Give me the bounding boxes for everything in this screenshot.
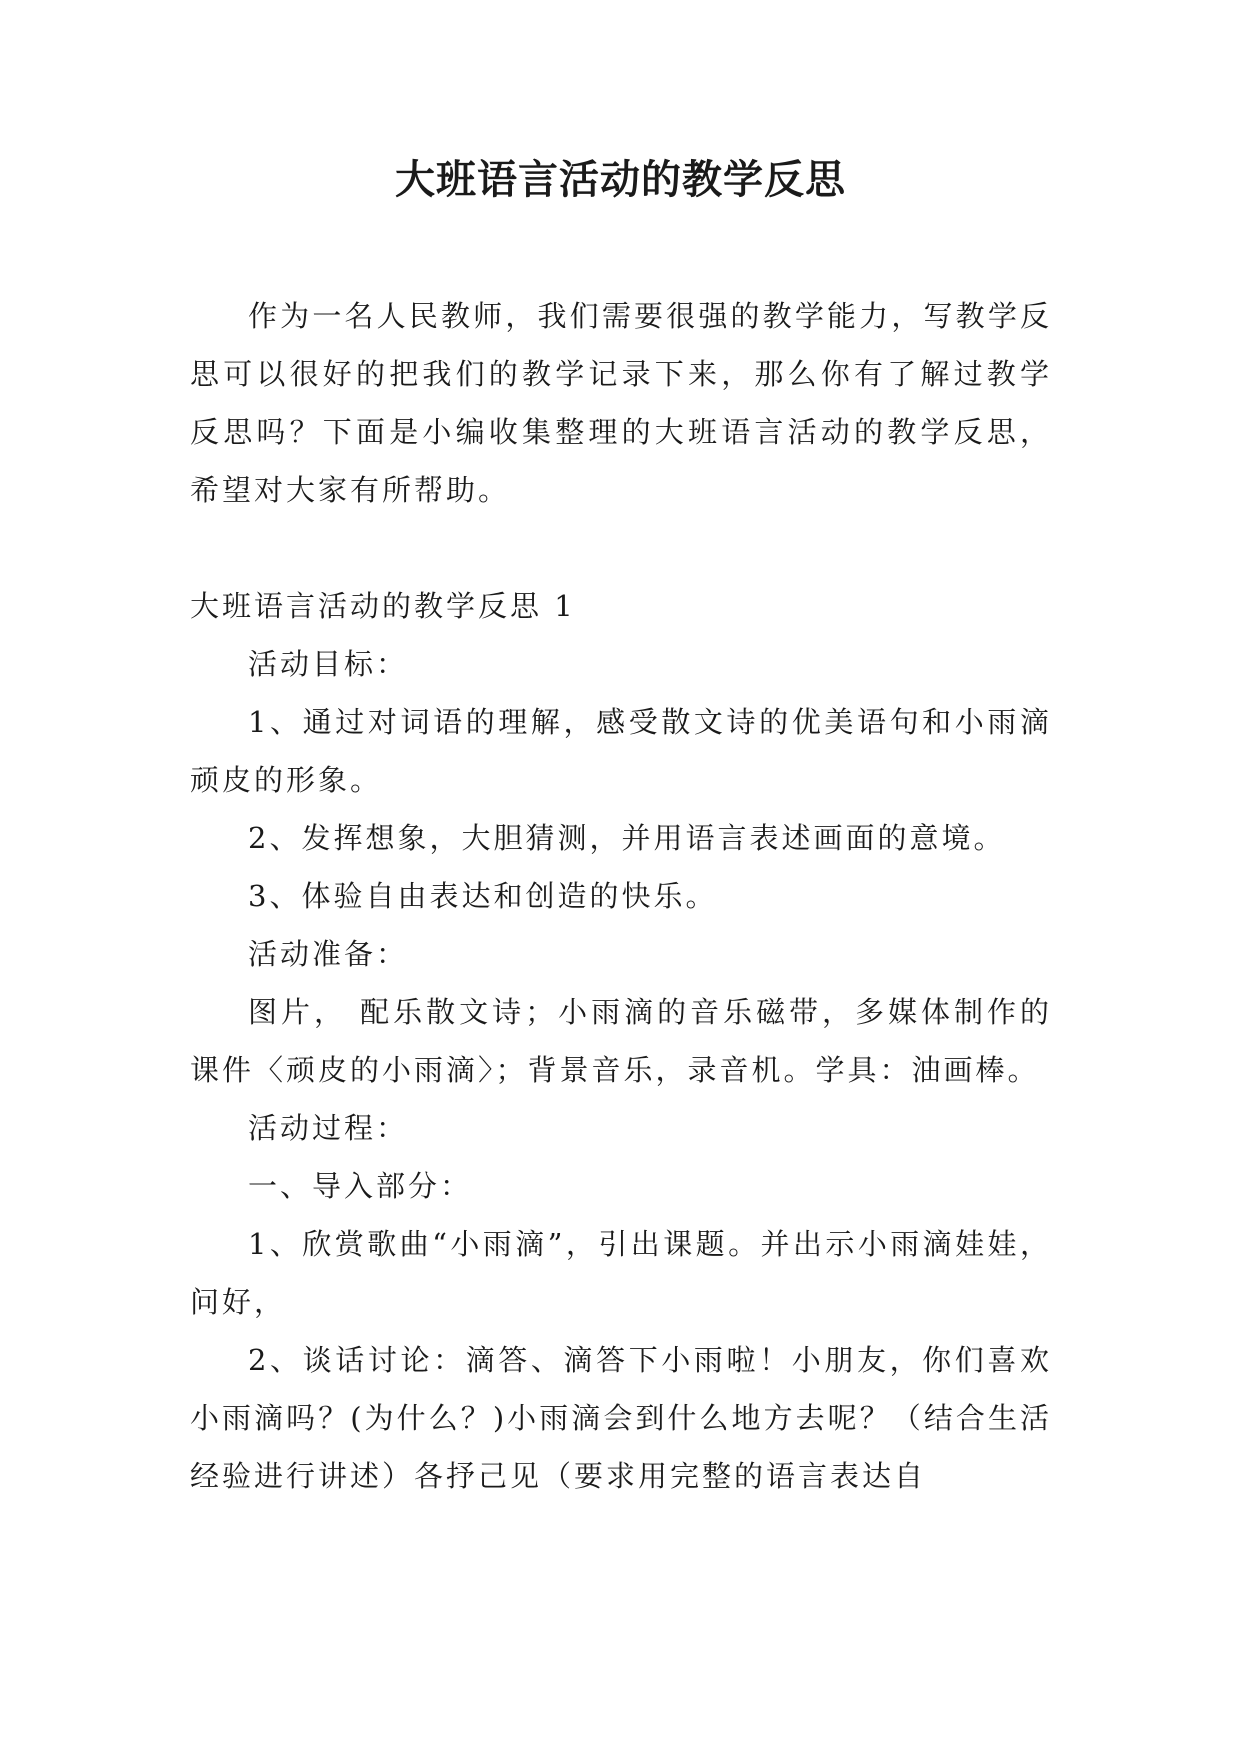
goal-item-1: 1、通过对词语的理解，感受散文诗的优美语句和小雨滴顽皮的形象。 (190, 705, 1052, 797)
document-title: 大班语言活动的教学反思 (395, 157, 846, 203)
document-body (190, 287, 1052, 1505)
process-step-2: 2、谈话讨论：滴答、滴答下小雨啦！小朋友，你们喜欢小雨滴吗？(为什么？)小雨滴会到什么地方去呢？（结合生活经验进行讲述）各抒己见（要求用完整的语言表达自 (190, 1343, 1052, 1493)
goal-item-2: 2、发挥想象，大胆猜测，并用语言表述画面的意境。 (248, 821, 1006, 855)
intro-part-heading: 一、导入部分： (248, 1169, 473, 1203)
activity-goals-heading: 活动目标： (248, 647, 409, 681)
goal-item-3: 3、体验自由表达和创造的快乐。 (248, 879, 718, 913)
process-step-1: 1、欣赏歌曲“小雨滴”，引出课题。并出示小雨滴娃娃，问好， (190, 1227, 1052, 1319)
preparation-paragraph: 图片， 配乐散文诗；小雨滴的音乐磁带，多媒体制作的课件〈顽皮的小雨滴〉；背景音乐，录音机。学具：油画棒。 (190, 995, 1052, 1087)
section-heading: 大班语言活动的教学反思 1 (190, 589, 576, 623)
activity-process-heading: 活动过程： (248, 1111, 409, 1145)
intro-paragraph: 作为一名人民教师，我们需要很强的教学能力，写教学反思可以很好的把我们的教学记录下来，那么你有了解过教学反思吗？下面是小编收集整理的大班语言活动的教学反思，希望对大家有所帮助。 (190, 299, 1052, 507)
activity-preparation-heading: 活动准备： (248, 937, 409, 971)
